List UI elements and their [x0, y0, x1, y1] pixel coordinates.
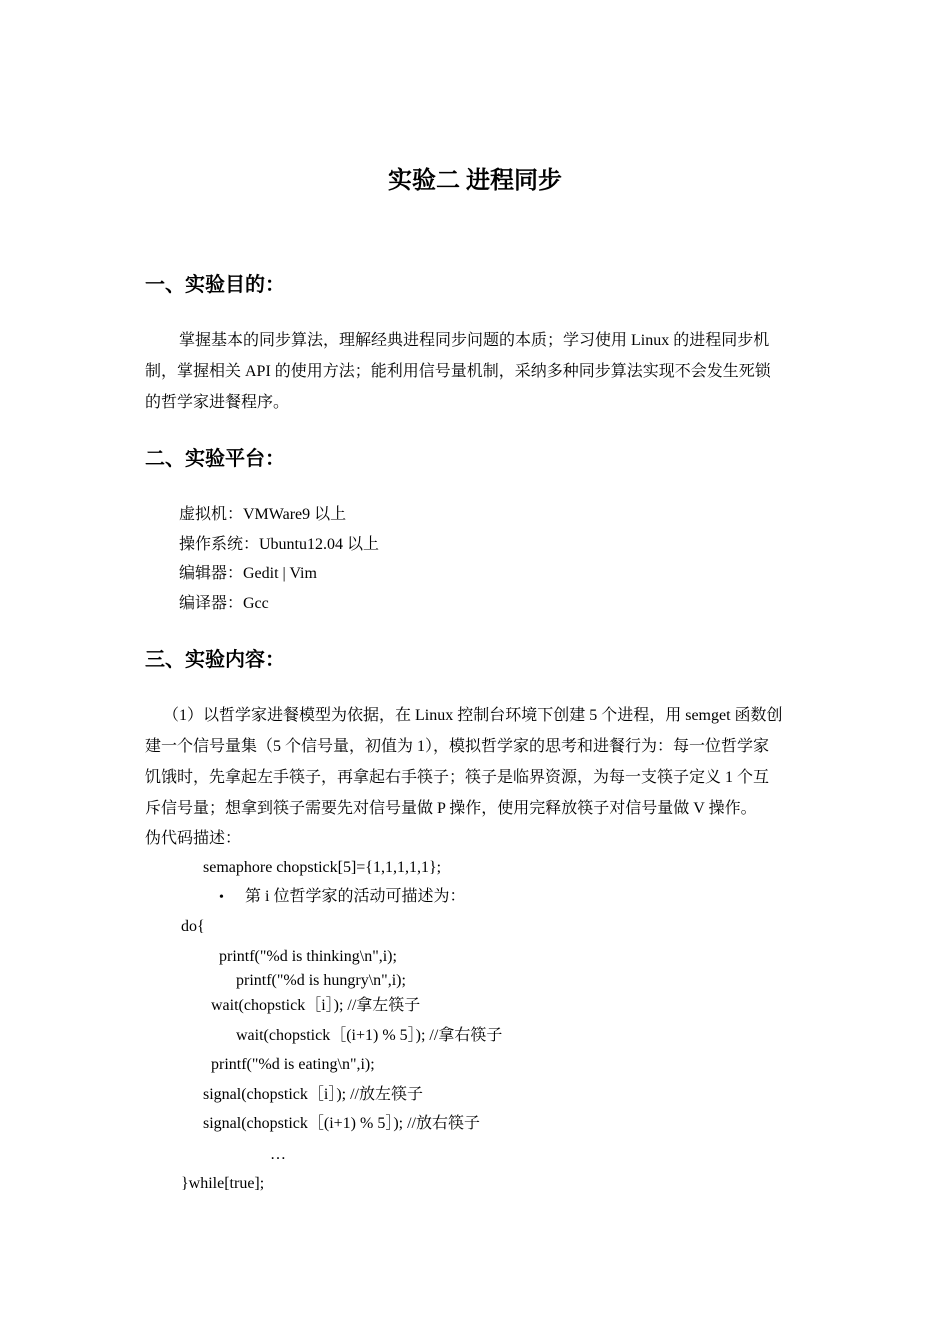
section-heading-purpose: 一、实验目的：: [145, 274, 285, 296]
platform-item-compiler: 编译器：Gcc: [179, 595, 269, 612]
pseudo-code-label: 伪代码描述：: [145, 830, 242, 847]
bullet-dot: •: [219, 890, 224, 905]
semaphore-declaration: semaphore chopstick[5]={1,1,1,1,1};: [203, 859, 442, 876]
code-wait-left: wait(chopstick［i］); //拿左筷子: [211, 997, 421, 1014]
content-line-3: 饥饿时，先拿起左手筷子，再拿起右手筷子；筷子是临界资源，为每一支筷子定义 1 个互: [145, 769, 770, 786]
code-while: }while[true];: [181, 1175, 265, 1192]
code-wait-right: wait(chopstick［(i+1) % 5］); //拿右筷子: [236, 1027, 503, 1044]
code-eating: printf("%d is eating\n",i);: [211, 1056, 375, 1073]
code-signal-right: signal(chopstick［(i+1) % 5］); //放右筷子: [203, 1115, 480, 1132]
purpose-line-3: 的哲学家进餐程序。: [145, 394, 290, 411]
platform-item-os: 操作系统：Ubuntu12.04 以上: [179, 536, 380, 553]
purpose-line-2: 制，掌握相关 API 的使用方法；能利用信号量机制，采纳多种同步算法实现不会发生死锁: [145, 363, 771, 380]
platform-item-vm: 虚拟机：VMWare9 以上: [179, 506, 347, 523]
section-heading-content: 三、实验内容：: [145, 649, 285, 671]
code-signal-left: signal(chopstick［i］); //放左筷子: [203, 1086, 423, 1103]
code-hungry: printf("%d is hungry\n",i);: [236, 972, 406, 989]
platform-item-editor: 编辑器：Gedit | Vim: [179, 565, 317, 582]
page-title: 实验二 进程同步: [388, 168, 562, 194]
bullet-text: 第 i 位哲学家的活动可描述为：: [245, 888, 466, 905]
code-ellipsis: …: [270, 1146, 286, 1163]
content-line-1: （1）以哲学家进餐模型为依据，在 Linux 控制台环境下创建 5 个进程，用 semget 函数创: [163, 707, 783, 724]
content-line-4: 斥信号量；想拿到筷子需要先对信号量做 P 操作，使用完释放筷子对信号量做 V 操作。: [145, 800, 757, 817]
content-line-2: 建一个信号量集（5 个信号量，初值为 1），模拟哲学家的思考和进餐行为：每一位哲学家: [145, 738, 770, 755]
section-heading-platform: 二、实验平台：: [145, 448, 285, 470]
code-thinking: printf("%d is thinking\n",i);: [219, 948, 397, 965]
code-do: do{: [181, 918, 205, 935]
purpose-line-1: 掌握基本的同步算法，理解经典进程同步问题的本质；学习使用 Linux 的进程同步机: [179, 332, 770, 349]
